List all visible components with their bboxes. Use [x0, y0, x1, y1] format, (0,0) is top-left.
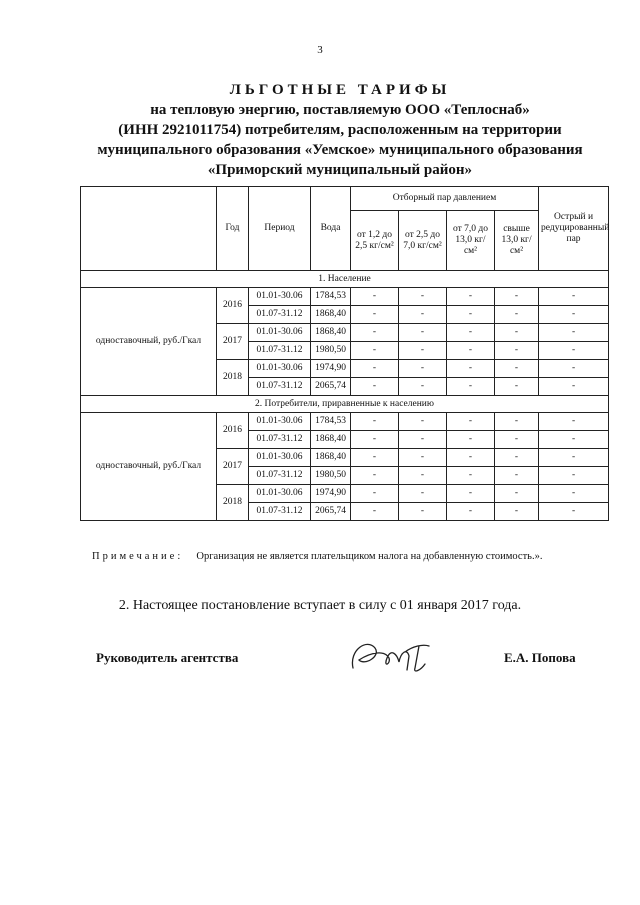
period-cell: 01.07-31.12: [249, 503, 311, 521]
dash: -: [495, 431, 539, 449]
note-label: Примечание:: [92, 551, 184, 562]
section-2-title: 2. Потребители, приравненные к населению: [81, 396, 609, 413]
dash: -: [399, 467, 447, 485]
header-consumer-cell: [81, 187, 217, 271]
dash: -: [495, 324, 539, 342]
period-cell: 01.01-30.06: [249, 288, 311, 306]
dash: -: [399, 342, 447, 360]
dash: -: [399, 449, 447, 467]
water-value: 1980,50: [311, 467, 351, 485]
dash: -: [539, 503, 609, 521]
heading-line-5: «Приморский муниципальный район»: [207, 162, 473, 178]
heading-title: ЛЬГОТНЫЕ ТАРИФЫ: [229, 82, 451, 98]
year-cell: 2016: [217, 288, 249, 324]
dash: -: [399, 503, 447, 521]
year-cell: 2018: [217, 360, 249, 396]
water-value: 1974,90: [311, 485, 351, 503]
header-sharp-steam: Острый и редуцированный пар: [539, 187, 609, 271]
water-value: 1868,40: [311, 324, 351, 342]
dash: -: [351, 378, 399, 396]
period-cell: 01.01-30.06: [249, 485, 311, 503]
signatory-name: Е.А. Попова: [504, 650, 576, 665]
note-text: Организация не является плательщиком налога на добавленную стоимость.».: [196, 551, 543, 562]
dash: -: [539, 413, 609, 431]
dash: -: [447, 324, 495, 342]
dash: -: [351, 413, 399, 431]
dash: -: [495, 378, 539, 396]
signatory-position: Руководитель агентства: [96, 650, 239, 665]
period-cell: 01.07-31.12: [249, 431, 311, 449]
effective-date-paragraph: 2. Настоящее постановление вступает в силу с 01 января 2017 года.: [118, 598, 522, 613]
water-value: 1784,53: [311, 413, 351, 431]
water-value: 1868,40: [311, 431, 351, 449]
header-year: Год: [217, 187, 249, 271]
dash: -: [351, 431, 399, 449]
dash: -: [399, 431, 447, 449]
dash: -: [539, 449, 609, 467]
water-value: 1974,90: [311, 360, 351, 378]
heading-line-3: (ИНН 2921011754) потребителям, расположенным на территории: [118, 122, 562, 138]
period-cell: 01.07-31.12: [249, 378, 311, 396]
consumer-label: одноставочный, руб./Гкал: [81, 413, 217, 521]
dash: -: [351, 324, 399, 342]
dash: -: [539, 378, 609, 396]
dash: -: [539, 342, 609, 360]
dash: -: [399, 324, 447, 342]
document-heading: [60, 80, 620, 180]
handwritten-signature: [345, 630, 445, 680]
water-value: 2065,74: [311, 378, 351, 396]
dash: -: [495, 360, 539, 378]
header-steam-2: от 2,5 до 7,0 кг/см²: [399, 211, 447, 271]
header-period: Период: [249, 187, 311, 271]
dash: -: [351, 360, 399, 378]
header-steam-4: свыше 13,0 кг/см²: [495, 211, 539, 271]
note: [92, 550, 602, 564]
dash: -: [399, 378, 447, 396]
dash: -: [495, 449, 539, 467]
dash: -: [495, 306, 539, 324]
dash: -: [495, 485, 539, 503]
dash: -: [495, 288, 539, 306]
dash: -: [447, 306, 495, 324]
water-value: 1980,50: [311, 342, 351, 360]
dash: -: [351, 467, 399, 485]
period-cell: 01.07-31.12: [249, 467, 311, 485]
dash: -: [351, 288, 399, 306]
dash: -: [495, 503, 539, 521]
dash: -: [447, 485, 495, 503]
dash: -: [399, 413, 447, 431]
dash: -: [539, 288, 609, 306]
dash: -: [539, 324, 609, 342]
header-steam-1: от 1,2 до 2,5 кг/см²: [351, 211, 399, 271]
period-cell: 01.07-31.12: [249, 342, 311, 360]
dash: -: [399, 360, 447, 378]
dash: -: [495, 342, 539, 360]
dash: -: [447, 378, 495, 396]
dash: -: [447, 431, 495, 449]
dash: -: [399, 306, 447, 324]
section-1-title: 1. Население: [81, 271, 609, 288]
dash: -: [447, 360, 495, 378]
dash: -: [351, 449, 399, 467]
year-cell: 2017: [217, 324, 249, 360]
tariff-table: [80, 186, 609, 521]
dash: -: [447, 413, 495, 431]
dash: -: [399, 485, 447, 503]
dash: -: [447, 449, 495, 467]
dash: -: [495, 467, 539, 485]
dash: -: [539, 485, 609, 503]
header-steam: Отборный пар давлением: [351, 187, 539, 211]
heading-line-4: муниципального образования «Уемское» муниципального образования: [97, 142, 583, 158]
dash: -: [539, 360, 609, 378]
dash: -: [495, 413, 539, 431]
page-number: 3: [317, 44, 323, 56]
dash: -: [539, 306, 609, 324]
dash: -: [539, 431, 609, 449]
year-cell: 2016: [217, 413, 249, 449]
period-cell: 01.01-30.06: [249, 324, 311, 342]
period-cell: 01.01-30.06: [249, 413, 311, 431]
water-value: 1784,53: [311, 288, 351, 306]
dash: -: [351, 342, 399, 360]
dash: -: [351, 306, 399, 324]
period-cell: 01.01-30.06: [249, 360, 311, 378]
heading-line-2: на тепловую энергию, поставляемую ООО «Теплоснаб»: [150, 102, 530, 118]
consumer-label: одноставочный, руб./Гкал: [81, 288, 217, 396]
dash: -: [351, 485, 399, 503]
period-cell: 01.01-30.06: [249, 449, 311, 467]
dash: -: [539, 467, 609, 485]
header-water: Вода: [311, 187, 351, 271]
water-value: 1868,40: [311, 306, 351, 324]
dash: -: [447, 467, 495, 485]
dash: -: [447, 503, 495, 521]
dash: -: [447, 342, 495, 360]
dash: -: [447, 288, 495, 306]
year-cell: 2018: [217, 485, 249, 521]
water-value: 2065,74: [311, 503, 351, 521]
period-cell: 01.07-31.12: [249, 306, 311, 324]
water-value: 1868,40: [311, 449, 351, 467]
dash: -: [399, 288, 447, 306]
dash: -: [351, 503, 399, 521]
header-steam-3: от 7,0 до 13,0 кг/см²: [447, 211, 495, 271]
year-cell: 2017: [217, 449, 249, 485]
